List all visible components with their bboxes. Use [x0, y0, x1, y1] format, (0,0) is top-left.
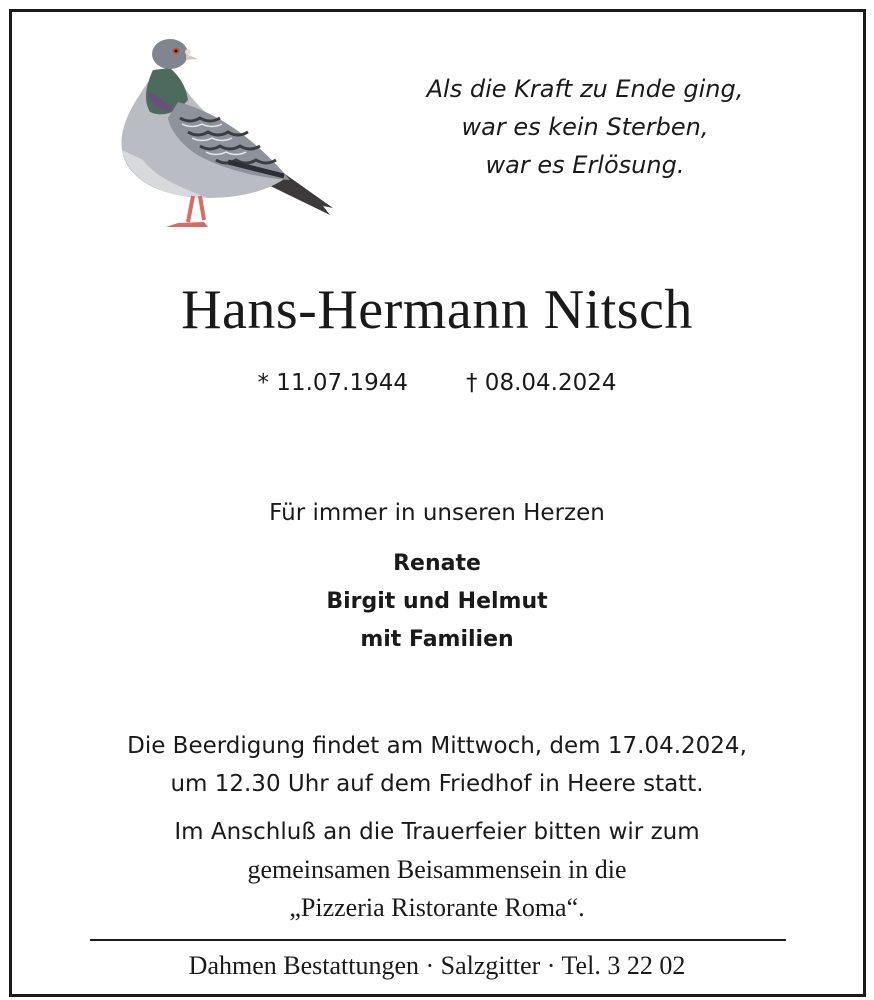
mourners-list	[0, 545, 874, 659]
undertaker-footer: Dahmen Bestattungen · Salzgitter · Tel. 3 22 02	[188, 951, 686, 980]
gathering-notice	[0, 813, 874, 927]
birth-date: * 11.07.1944	[257, 370, 408, 396]
death-date: † 08.04.2024	[466, 370, 617, 396]
mourners-intro: Für immer in unseren Herzen	[269, 500, 605, 526]
life-dates	[0, 370, 874, 396]
gathering-line: gemeinsamen Beisammensein in die	[247, 855, 627, 884]
mourner-name: Renate	[393, 551, 481, 576]
mourner-name: mit Familien	[360, 627, 514, 652]
mourner-name: Birgit und Helmut	[326, 589, 548, 614]
deceased-name: Hans-Hermann Nitsch	[181, 279, 693, 341]
gathering-line: „Pizzeria Ristorante Roma“.	[289, 893, 585, 922]
quote-line: war es kein Sterben,	[461, 113, 709, 141]
gathering-line: Im Anschluß an die Trauerfeier bitten wir zum	[174, 819, 700, 845]
footer-divider	[90, 939, 786, 941]
funeral-line: um 12.30 Uhr auf dem Friedhof in Heere statt.	[170, 771, 704, 797]
funeral-line: Die Beerdigung findet am Mittwoch, dem 17.04.2024,	[127, 733, 747, 759]
quote-line: Als die Kraft zu Ende ging,	[426, 75, 744, 103]
funeral-notice	[0, 727, 874, 803]
memorial-quote	[390, 70, 780, 184]
pigeon-icon	[108, 30, 338, 240]
quote-line: war es Erlösung.	[485, 151, 685, 179]
